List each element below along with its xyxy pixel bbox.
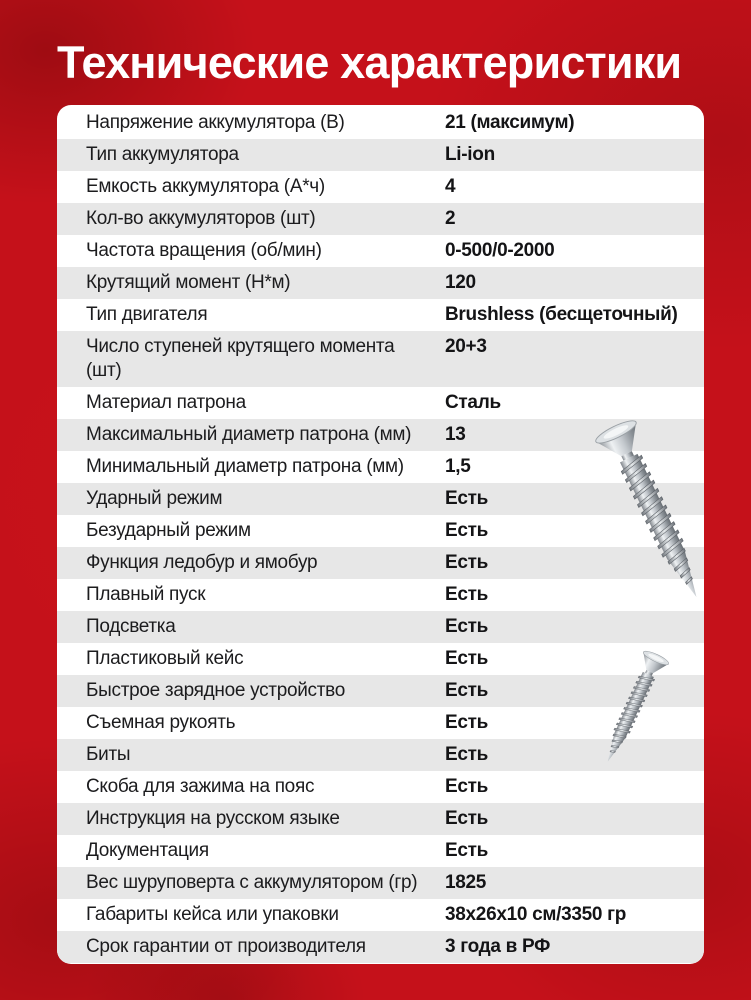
spec-row [57,835,704,867]
spec-value: 38x26x10 см/3350 гр [445,904,627,925]
spec-label: Крутящий момент (Н*м) [86,272,291,293]
spec-label: Напряжение аккумулятора (В) [86,112,345,133]
spec-row [57,867,704,899]
spec-label: Документация [86,840,209,861]
spec-value: Есть [445,744,489,765]
spec-label: Биты [86,744,131,765]
page-title: Технические характеристики [57,37,682,88]
spec-row [57,515,704,547]
spec-value: Есть [445,840,489,861]
spec-value: Есть [445,552,489,573]
spec-row [57,675,704,707]
spec-label: Кол-во аккумуляторов (шт) [86,208,316,229]
spec-label: Подсветка [86,616,176,637]
spec-value: Есть [445,520,489,541]
specs-table [57,107,704,963]
spec-value: Есть [445,776,489,797]
spec-value: 1,5 [445,456,471,477]
spec-value: 4 [445,176,456,197]
spec-row [57,451,704,483]
spec-label: Съемная рукоять [86,712,236,733]
spec-label: Вес шуруповерта с аккумулятором (гр) [86,872,418,893]
spec-label: Плавный пуск [86,584,206,605]
spec-row [57,643,704,675]
spec-row [57,203,704,235]
spec-value: 1825 [445,872,487,893]
spec-row [57,899,704,931]
spec-value: Есть [445,616,489,637]
spec-label: Скоба для зажима на пояс [86,776,315,797]
spec-row [57,931,704,963]
spec-label: Инструкция на русском языке [86,808,340,829]
spec-value: Li-ion [445,144,495,165]
spec-value: Есть [445,712,489,733]
spec-value: Brushless (бесщеточный) [445,304,678,325]
spec-row [57,579,704,611]
spec-value: 13 [445,424,466,445]
spec-value: 20+3 [445,336,487,357]
spec-label: Максимальный диаметр патрона (мм) [86,424,412,445]
spec-label: Тип аккумулятора [86,144,239,165]
spec-label: Срок гарантии от производителя [86,936,366,957]
spec-label: Число ступеней крутящего момента (шт) [86,336,395,381]
spec-label: Габариты кейса или упаковки [86,904,339,925]
spec-value: 3 года в РФ [445,936,551,957]
spec-value: 21 (максимум) [445,112,575,133]
spec-label: Функция ледобур и ямобур [86,552,318,573]
spec-label: Тип двигателя [86,304,208,325]
spec-value: Есть [445,808,489,829]
spec-row [57,267,704,299]
spec-row [57,107,704,139]
spec-row [57,739,704,771]
spec-value: Сталь [445,392,501,413]
spec-row [57,331,704,387]
specs-card [57,105,704,964]
spec-row [57,299,704,331]
spec-value: 2 [445,208,456,229]
spec-label: Быстрое зарядное устройство [86,680,346,701]
spec-row [57,139,704,171]
spec-value: 0-500/0-2000 [445,240,555,261]
spec-value: 120 [445,272,476,293]
spec-label: Частота вращения (об/мин) [86,240,322,261]
spec-label: Безударный режим [86,520,251,541]
spec-label: Ударный режим [86,488,223,509]
spec-row [57,803,704,835]
spec-label: Емкость аккумулятора (А*ч) [86,176,325,197]
spec-label: Материал патрона [86,392,246,413]
spec-label: Пластиковый кейс [86,648,244,669]
spec-row [57,171,704,203]
spec-row [57,707,704,739]
spec-row [57,547,704,579]
spec-label: Минимальный диаметр патрона (мм) [86,456,404,477]
spec-value: Есть [445,488,489,509]
spec-value: Есть [445,648,489,669]
spec-value: Есть [445,680,489,701]
spec-value: Есть [445,584,489,605]
spec-row [57,483,704,515]
spec-row [57,235,704,267]
spec-row [57,611,704,643]
spec-row [57,419,704,451]
spec-row [57,771,704,803]
spec-row [57,387,704,419]
